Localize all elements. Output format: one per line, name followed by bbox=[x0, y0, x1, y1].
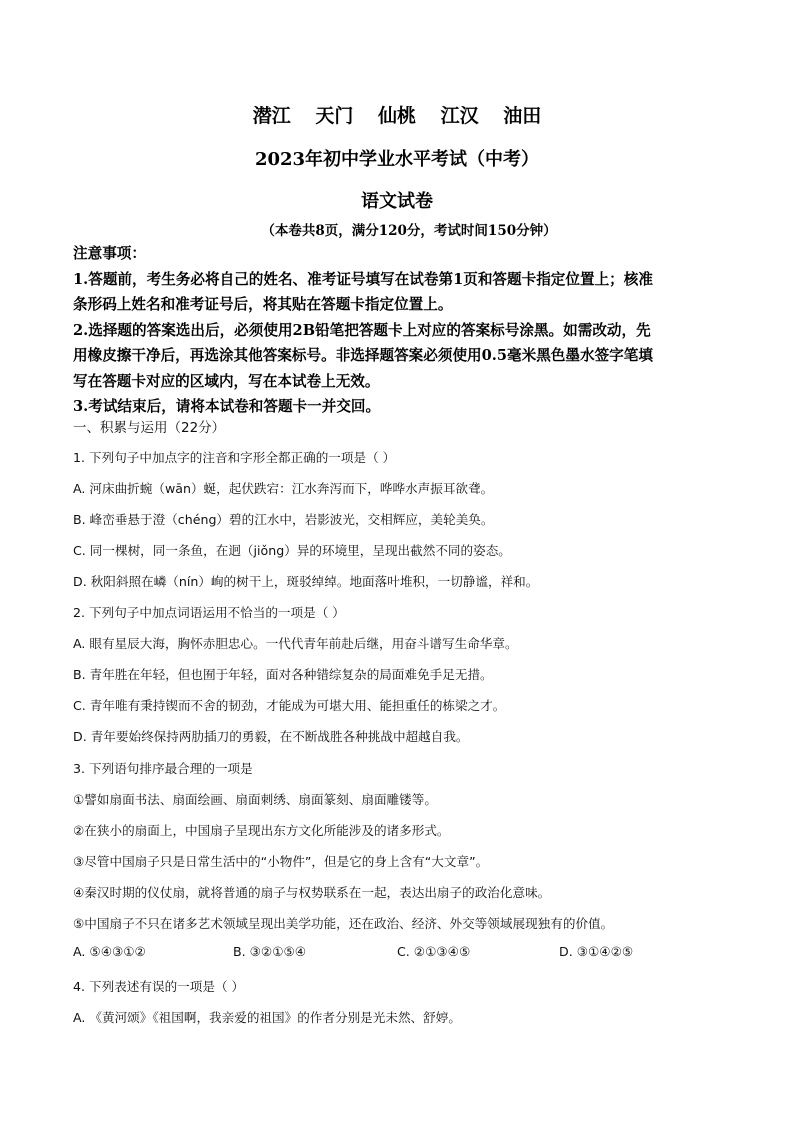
notice-line: 2.选择题的答案选出后，必须使用2B铅笔把答题卡上对应的答案标号涂黑。如需改动，先 bbox=[73, 321, 651, 339]
answer-choice: C. ②①③④⑤ bbox=[397, 944, 471, 959]
question-option: D. 秋阳斜照在嶙（nín）峋的树干上，斑驳绰绰。地面落叶堆积，一切静谧，祥和。 bbox=[73, 574, 539, 589]
answer-choice: D. ③①④②⑤ bbox=[559, 944, 634, 959]
question-option: C. 同一棵树，同一条鱼，在迥（jiǒng）异的环境里，呈现出截然不同的姿态。 bbox=[73, 543, 511, 558]
subject-title: 语文试卷 bbox=[361, 191, 433, 212]
question-stem: 3. 下列语句排序最合理的一项是 bbox=[73, 761, 253, 776]
question-option: A. 河床曲折蜿（wān）蜒，起伏跌宕：江水奔泻而下，哗哗水声振耳欲聋。 bbox=[73, 481, 494, 496]
question-option: D. 青年要始终保持两肋插刀的勇毅，在不断战胜各种挑战中超越自我。 bbox=[73, 729, 469, 744]
question-stem: 1. 下列句子中加点字的注音和字形全都正确的一项是（ ） bbox=[73, 450, 396, 465]
exam-info: （本卷共8页，满分120分，考试时间150分钟） bbox=[261, 223, 557, 239]
region-name: 江汉 bbox=[440, 105, 479, 127]
notice-line: 条形码上姓名和准考证号后，将其贴在答题卡指定位置上。 bbox=[73, 296, 453, 313]
question-option: C. 青年唯有秉持锲而不舍的韧劲，才能成为可堪大用、能担重任的栋梁之才。 bbox=[73, 698, 506, 713]
notice-line: 写在答题卡对应的区域内，写在本试卷上无效。 bbox=[73, 372, 380, 390]
region-name: 天门 bbox=[315, 105, 354, 127]
notice-line: 用橡皮擦干净后，再选涂其他答案标号。非选择题答案必须使用0.5毫米黑色墨水签字笔填 bbox=[73, 347, 653, 364]
question-option: B. 青年胜在年轻，但也囿于年轻，面对各种错综复杂的局面难免手足无措。 bbox=[73, 667, 493, 682]
sentence-item: ④秦汉时期的仪仗扇，就将普通的扇子与权势联系在一起，表达出扇子的政治化意味。 bbox=[73, 885, 551, 900]
answer-choice: B. ③②①⑤④ bbox=[233, 944, 307, 959]
notice-title: 注意事项： bbox=[73, 245, 146, 262]
sentence-item: ⑤中国扇子不只在诸多艺术领域呈现出美学功能，还在政治、经济、外交等领域展现独有的价值。 bbox=[73, 916, 614, 931]
notice-line: 3.考试结束后，请将本试卷和答题卡一并交回。 bbox=[73, 398, 381, 415]
region-name: 仙桃 bbox=[377, 105, 416, 127]
answer-choices bbox=[73, 944, 723, 964]
region-name: 油田 bbox=[503, 105, 542, 127]
question-option: B. 峰峦垂悬于澄（chéng）碧的江水中，岩影波光，交相辉应，美轮美奂。 bbox=[73, 512, 494, 527]
sentence-item: ①譬如扇面书法、扇面绘画、扇面刺绣、扇面篆刻、扇面雕镂等。 bbox=[73, 792, 437, 807]
answer-choice: A. ⑤④③①② bbox=[73, 944, 146, 959]
sentence-item: ③尽管中国扇子只是日常生活中的“小物件”，但是它的身上含有“大文章”。 bbox=[73, 854, 489, 869]
question-option: A. 《黄河颂》《祖国啊，我亲爱的祖国》的作者分别是光未然、舒婷。 bbox=[73, 1010, 461, 1025]
sentence-item: ②在狭小的扇面上，中国扇子呈现出东方文化所能涉及的诸多形式。 bbox=[73, 823, 450, 838]
question-stem: 2. 下列句子中加点词语运用不恰当的一项是（ ） bbox=[73, 605, 345, 620]
notice-line: 1.答题前，考生务必将自己的姓名、准考证号填写在试卷第1页和答题卡指定位置上；核准 bbox=[73, 270, 653, 288]
notice-block bbox=[73, 241, 723, 420]
question-option: A. 眼有星辰大海，胸怀赤胆忠心。一代代青年前赴后继，用奋斗谱写生命华章。 bbox=[73, 636, 518, 651]
question-stem: 4. 下列表述有误的一项是（ ） bbox=[73, 979, 245, 994]
exam-title: 2023年初中学业水平考试（中考） bbox=[254, 149, 540, 170]
section-title: 一、积累与运用（22分） bbox=[73, 420, 226, 436]
region-name: 潜江 bbox=[252, 105, 291, 127]
region-list bbox=[0, 101, 794, 128]
